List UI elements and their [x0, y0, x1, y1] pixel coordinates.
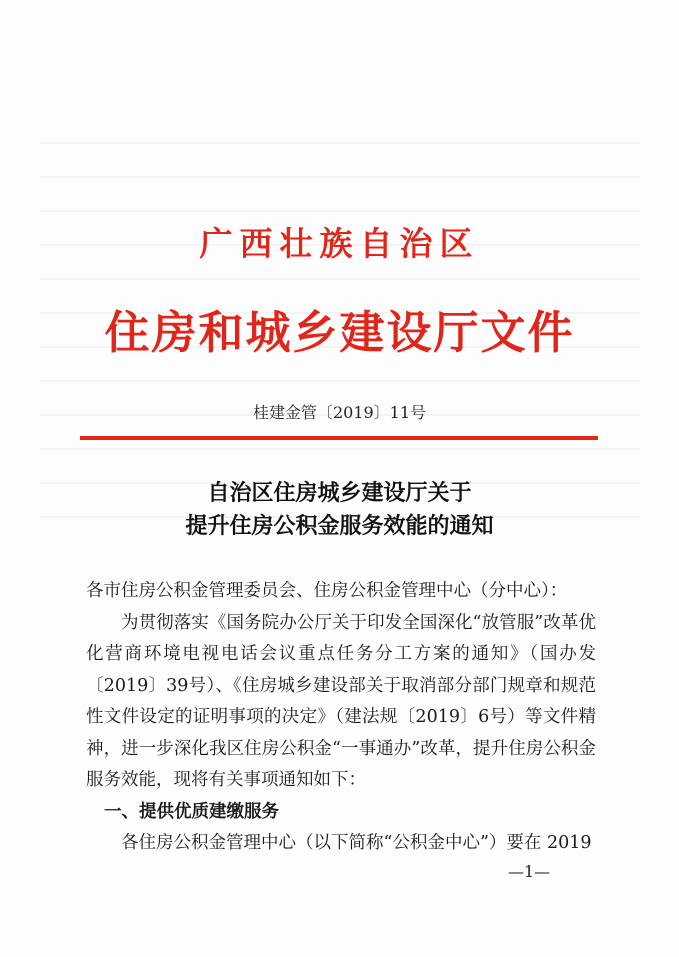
page-number: —1— [508, 862, 551, 881]
body-paragraph-2: 各住房公积金管理中心（以下简称“公积金中心”）要在 2019 [121, 833, 592, 853]
document-body [86, 576, 596, 860]
title-line-2: 提升住房公积金服务效能的通知 [185, 514, 494, 539]
issuer-region: 广西壮族自治区 [199, 224, 480, 263]
addressee-line: 各市住房公积金管理委员会、住房公积金管理中心（分中心）： [86, 581, 568, 601]
section-heading-1: 一、提供优质建缴服务 [104, 801, 279, 822]
red-separator-line [80, 436, 598, 440]
document-title [0, 477, 679, 543]
document-number: 桂建金管〔2019〕11号 [252, 403, 427, 422]
body-paragraph-1: 为贯彻落实《国务院办公厅关于印发全国深化“放管服”改革优化营商环境电视电话会议重点任务分工方案的通知》（国办发〔2019〕39号）、《住房城乡建设部关于取消部分部门规章和规范性文件设定的证明事项的决定》（建法规〔2019〕6号）等文件精神，进一步深化我区住房公积金“一事通办”改革，提升住房公积金服务效能，现将有关事项通知如下： [86, 612, 596, 790]
issuer-department-header: 住房和城乡建设厅文件 [104, 306, 575, 359]
title-line-1: 自治区住房城乡建设厅关于 [207, 481, 472, 506]
